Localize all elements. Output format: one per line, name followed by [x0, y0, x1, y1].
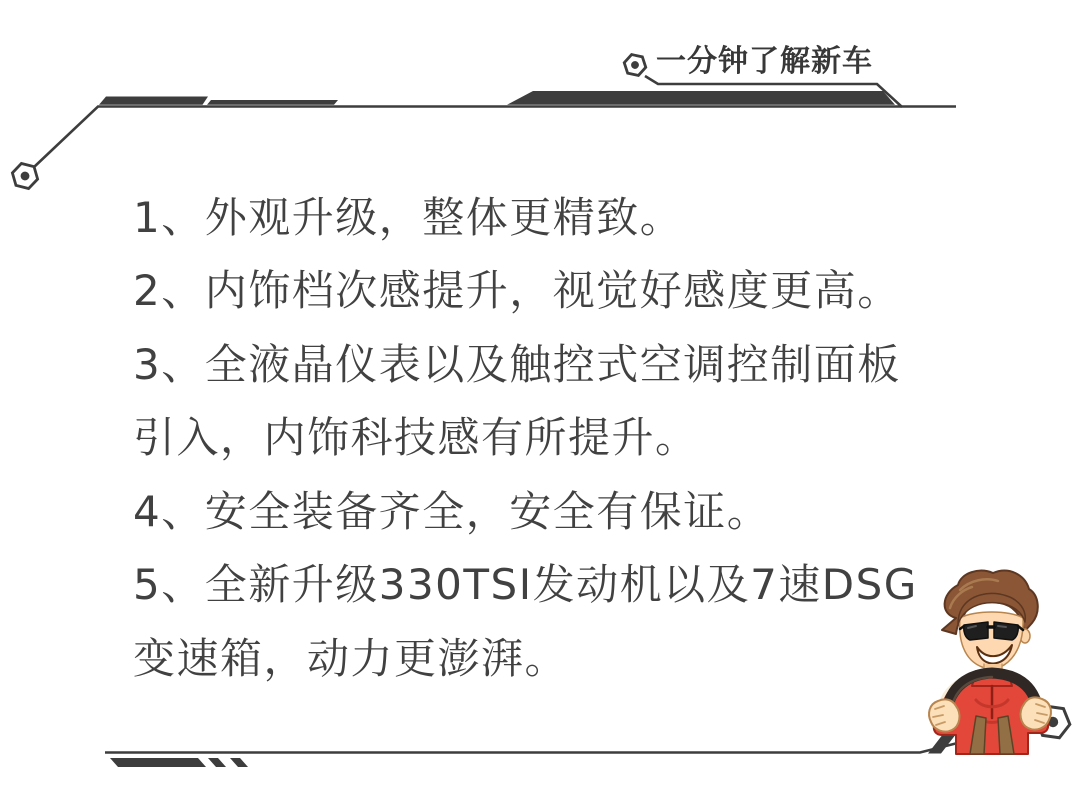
- bottom-slash-1: [208, 758, 226, 767]
- mascot-fist-right: [1021, 697, 1051, 729]
- mascot-ear: [1020, 629, 1030, 643]
- page-title: 一分钟了解新车: [656, 44, 873, 79]
- title-underline: [645, 76, 902, 107]
- key-points-list: [133, 178, 963, 693]
- key-point-line: 1、外观升级，整体更精致。: [133, 192, 684, 242]
- mascot-collar: [972, 671, 1012, 686]
- key-point-line: 3、全液晶仪表以及触控式空调控制面板: [133, 339, 901, 389]
- jacket-shading: [976, 700, 1008, 723]
- mascot-fringe: [958, 593, 1025, 624]
- wheel-strap-left: [970, 716, 986, 754]
- wheel-strap-right: [998, 716, 1014, 754]
- mascot-neck: [984, 664, 1002, 676]
- bottom-rule-line: [105, 723, 1037, 753]
- mascot-fist-left: [929, 699, 959, 731]
- hexagon-bolt-icon: [1034, 705, 1072, 739]
- bottom-slash-2: [230, 758, 248, 767]
- top-bar-thin: [207, 100, 338, 105]
- bottom-frame-decoration: [0, 680, 1080, 800]
- key-point-line: 2、内饰档次感提升，视觉好感度更高。: [133, 266, 901, 316]
- bottom-slash-thick: [928, 723, 965, 754]
- mascot-face: [960, 612, 1023, 669]
- title-bar: [507, 91, 895, 105]
- key-point-line: 引入，内饰科技感有所提升。: [133, 413, 699, 463]
- bottom-bar-left: [110, 758, 206, 767]
- mascot-grin: [977, 645, 1012, 663]
- top-rule-line: [33, 107, 956, 169]
- key-point-line: 变速箱，动力更澎湃。: [133, 633, 569, 683]
- sunglasses-icon: [960, 622, 1023, 640]
- key-point-line: 5、全新升级330TSI发动机以及7速DSG: [133, 560, 918, 610]
- key-point-line: 4、安全装备齐全，安全有保证。: [133, 486, 771, 536]
- hexagon-bolt-icon: [622, 53, 647, 76]
- top-bar-left: [99, 97, 208, 105]
- hexagon-bolt-icon: [10, 162, 41, 190]
